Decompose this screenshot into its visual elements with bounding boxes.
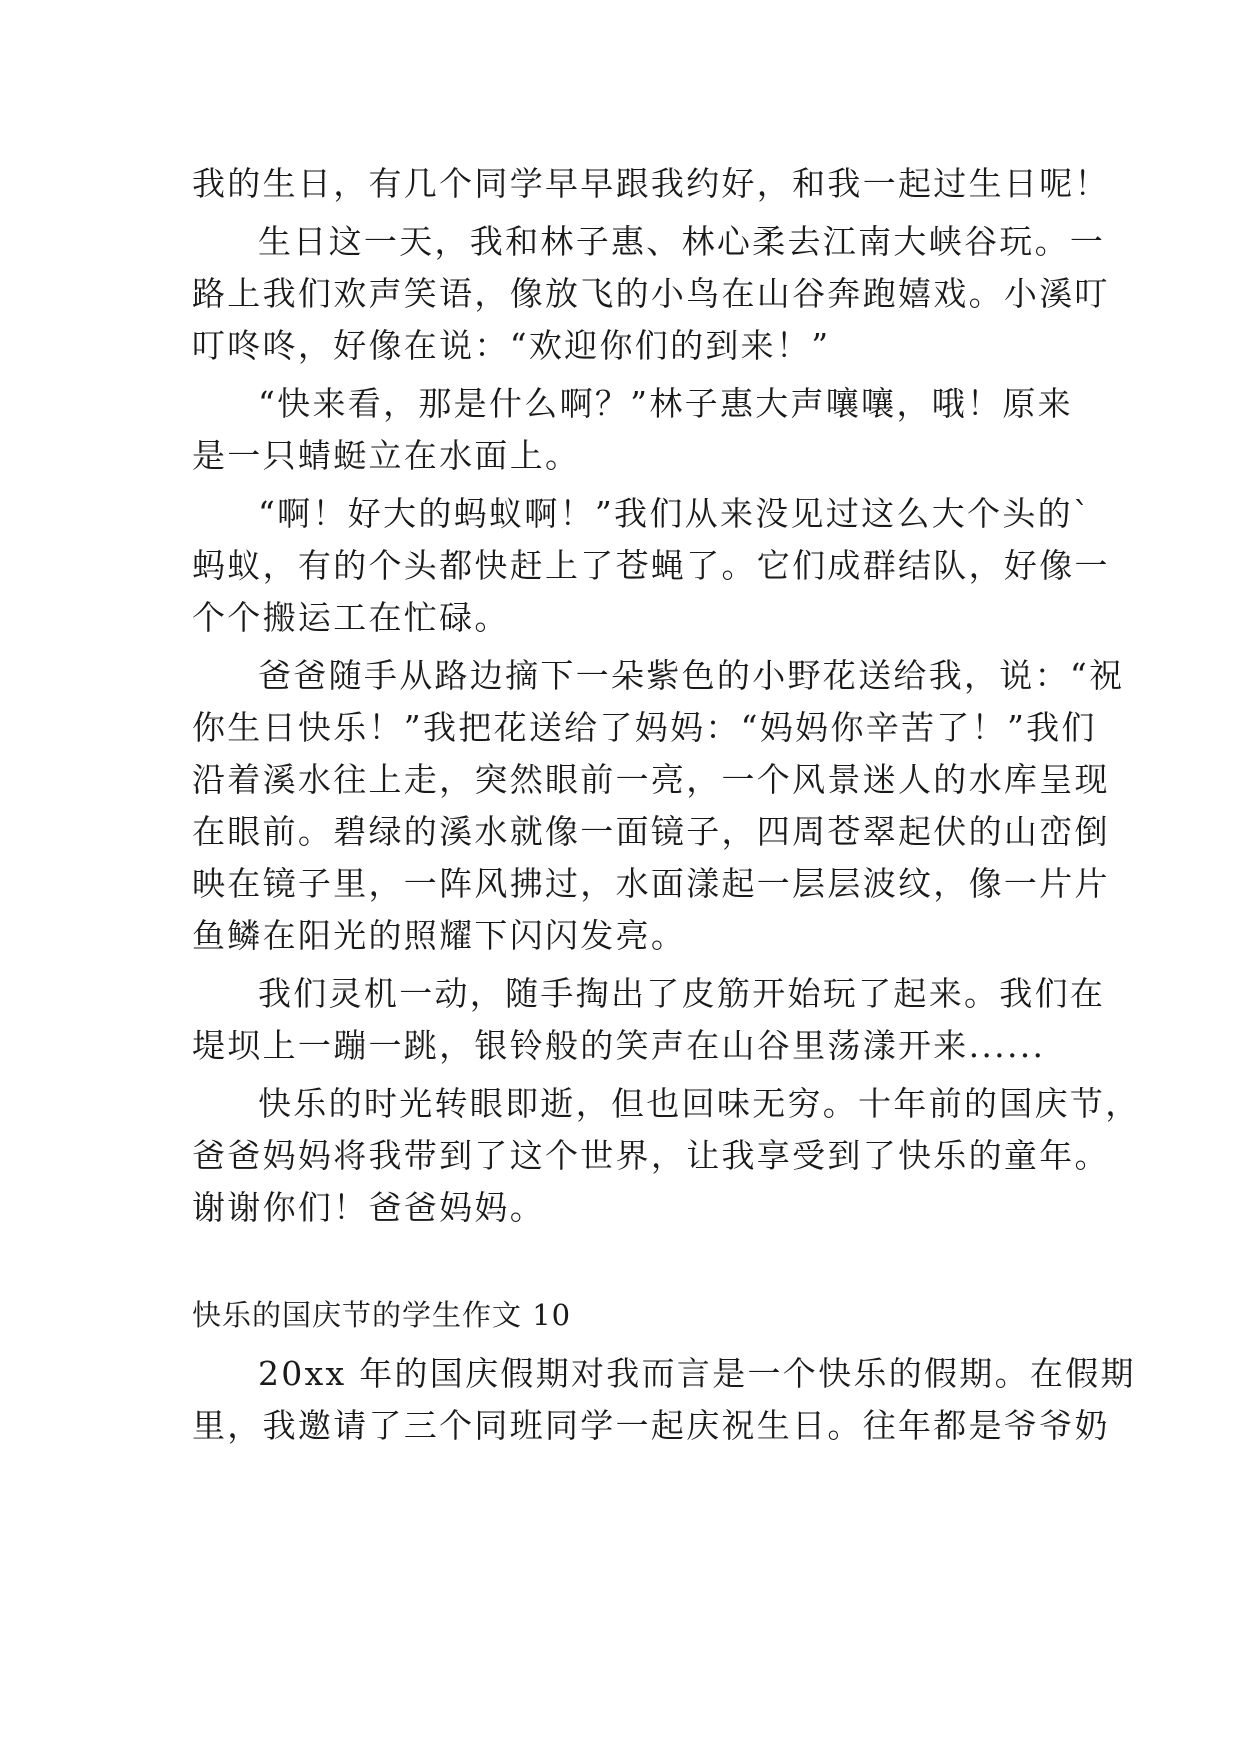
text-line: “啊！好大的蚂蚁啊！”我们从来没见过这么大个头的` bbox=[258, 494, 1092, 533]
text-line: 路上我们欢声笑语，像放飞的小鸟在山谷奔跑嬉戏。小溪叮 bbox=[192, 274, 1110, 313]
text-line: 在眼前。碧绿的溪水就像一面镜子，四周苍翠起伏的山峦倒 bbox=[192, 812, 1110, 851]
text-line: 我们灵机一动，随手掏出了皮筋开始玩了起来。我们在 bbox=[258, 974, 1106, 1013]
text-line: 里，我邀请了三个同班同学一起庆祝生日。往年都是爷爷奶 bbox=[192, 1406, 1110, 1445]
text-line: 是一只蜻蜓立在水面上。 bbox=[192, 436, 581, 475]
section-heading: 快乐的国庆节的学生作文 10 bbox=[192, 1298, 572, 1332]
text-line: 个个搬运工在忙碌。 bbox=[192, 598, 510, 637]
text-line: 鱼鳞在阳光的照耀下闪闪发亮。 bbox=[192, 916, 687, 955]
text-line: 堤坝上一蹦一跳，银铃般的笑声在山谷里荡漾开来...... bbox=[192, 1026, 1046, 1065]
text-line: “快来看，那是什么啊？”林子惠大声嚷嚷，哦！原来 bbox=[258, 384, 1073, 423]
text-line: 映在镜子里，一阵风拂过，水面漾起一层层波纹，像一片片 bbox=[192, 864, 1110, 903]
text-line: 我的生日，有几个同学早早跟我约好，和我一起过生日呢！ bbox=[192, 164, 1110, 203]
text-line: 叮咚咚，好像在说：“欢迎你们的到来！” bbox=[192, 326, 831, 365]
text-line: 你生日快乐！”我把花送给了妈妈：“妈妈你辛苦了！”我们 bbox=[192, 708, 1097, 747]
text-line: 20xx 年的国庆假期对我而言是一个快乐的假期。在假期 bbox=[258, 1354, 1136, 1393]
text-line: 快乐的时光转眼即逝，但也回味无穷。十年前的国庆节， bbox=[258, 1084, 1141, 1123]
text-line: 生日这一天，我和林子惠、林心柔去江南大峡谷玩。一 bbox=[258, 222, 1106, 261]
text-line: 蚂蚁，有的个头都快赶上了苍蝇了。它们成群结队，好像一 bbox=[192, 546, 1110, 585]
text-line: 爸爸随手从路边摘下一朵紫色的小野花送给我，说：“祝 bbox=[258, 656, 1125, 695]
text-line: 爸爸妈妈将我带到了这个世界，让我享受到了快乐的童年。 bbox=[192, 1136, 1110, 1175]
text-line: 谢谢你们！爸爸妈妈。 bbox=[192, 1188, 545, 1227]
text-line: 沿着溪水往上走，突然眼前一亮，一个风景迷人的水库呈现 bbox=[192, 760, 1110, 799]
